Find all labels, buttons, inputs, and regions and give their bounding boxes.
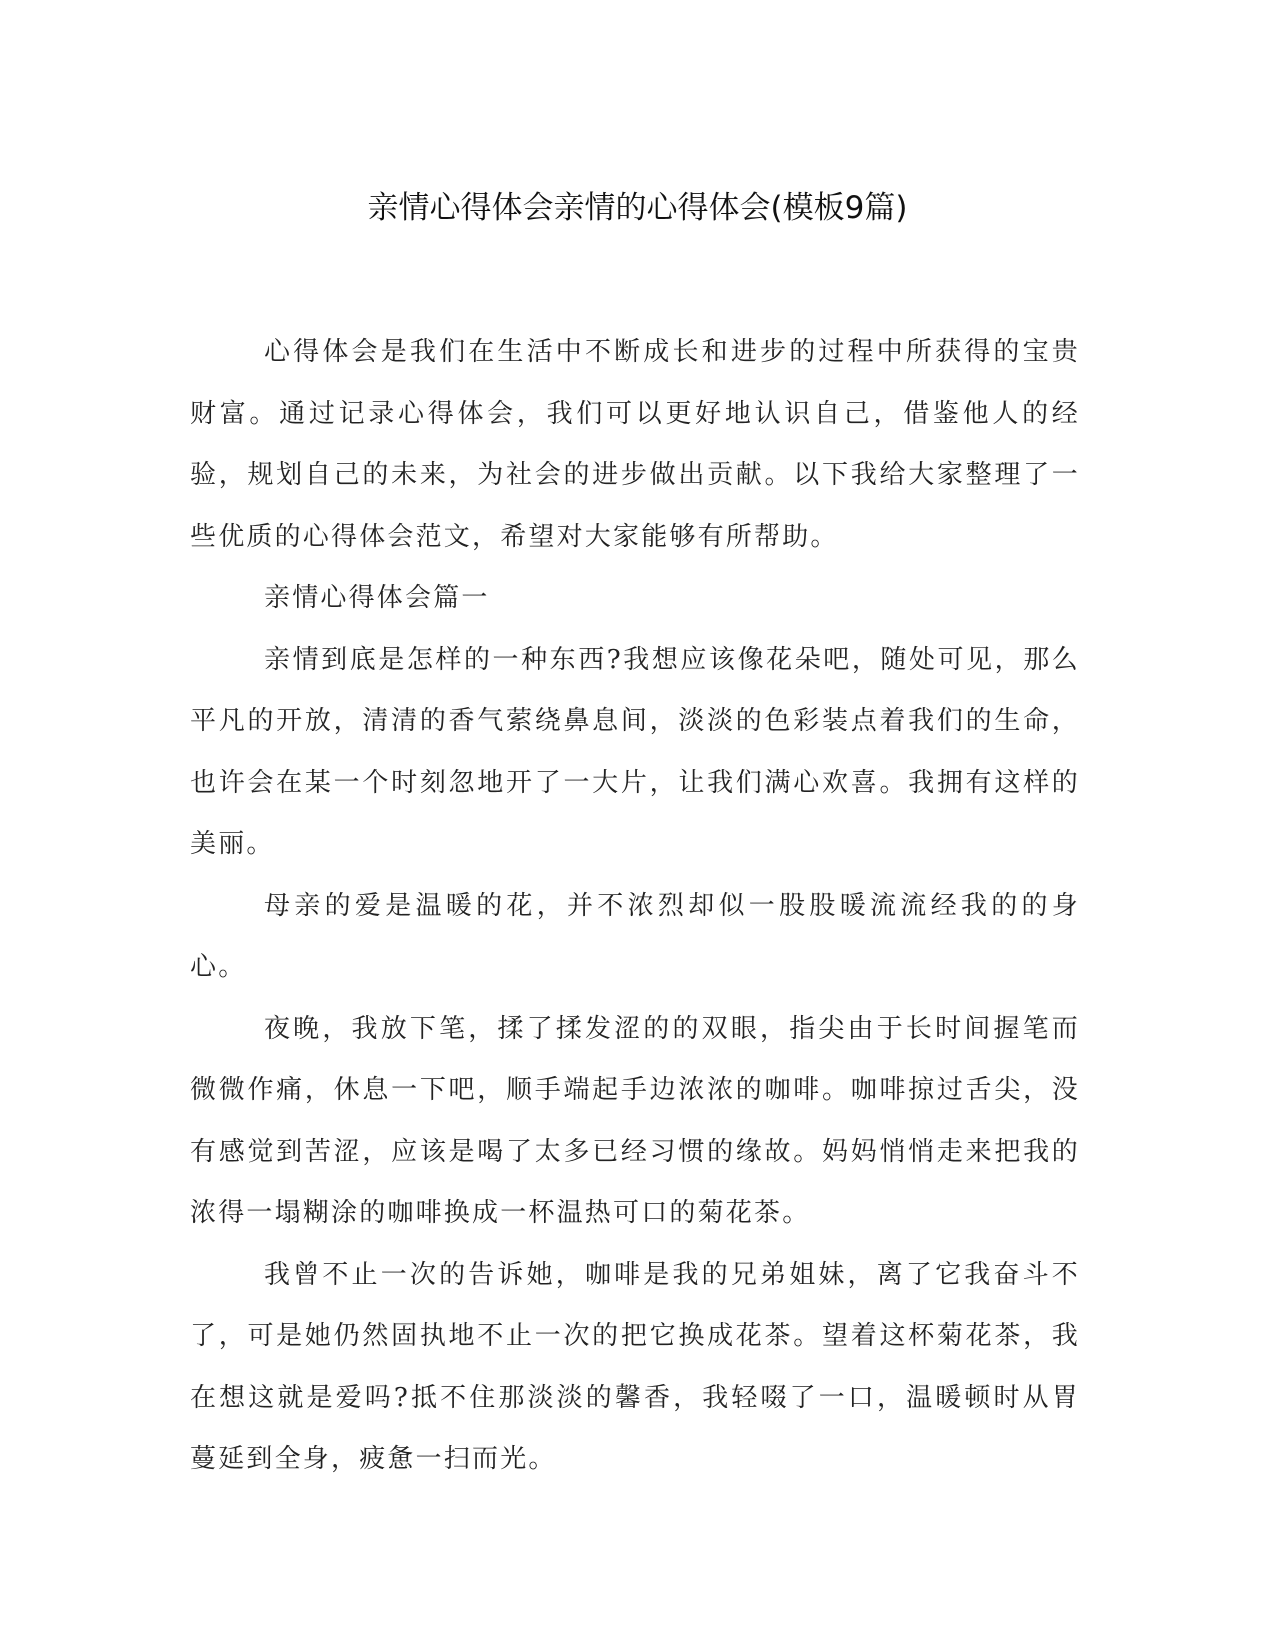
document-body <box>190 322 1080 1491</box>
body-paragraph: 我曾不止一次的告诉她，咖啡是我的兄弟姐妹，离了它我奋斗不了，可是她仍然固执地不止一次的把它换成花茶。望着这杯菊花茶，我在想这就是爱吗?抵不住那淡淡的馨香，我轻啜了一口，温暖顿时从胃蔓延到全身，疲惫一扫而光。 <box>190 1259 1080 1474</box>
body-paragraph: 夜晚，我放下笔，揉了揉发涩的的双眼，指尖由于长时间握笔而微微作痛，休息一下吧，顺手端起手边浓浓的咖啡。咖啡掠过舌尖，没有感觉到苦涩，应该是喝了太多已经习惯的缘故。妈妈悄悄走来把我的浓得一塌糊涂的咖啡换成一杯温热可口的菊花茶。 <box>190 1013 1080 1228</box>
section-heading: 亲情心得体会篇一 <box>264 583 490 613</box>
document-title: 亲情心得体会亲情的心得体会(模板9篇) <box>367 190 908 226</box>
body-paragraph: 亲情到底是怎样的一种东西?我想应该像花朵吧，随处可见，那么平凡的开放，清清的香气萦绕鼻息间，淡淡的色彩装点着我们的生命，也许会在某一个时刻忽地开了一大片，让我们满心欢喜。我拥有这样的美丽。 <box>190 644 1080 859</box>
intro-paragraph: 心得体会是我们在生活中不断成长和进步的过程中所获得的宝贵财富。通过记录心得体会，我们可以更好地认识自己，借鉴他人的经验，规划自己的未来，为社会的进步做出贡献。以下我给大家整理了一些优质的心得体会范文，希望对大家能够有所帮助。 <box>190 337 1080 552</box>
body-paragraph: 母亲的爱是温暖的花，并不浓烈却似一股股暖流流经我的的身心。 <box>190 890 1080 982</box>
